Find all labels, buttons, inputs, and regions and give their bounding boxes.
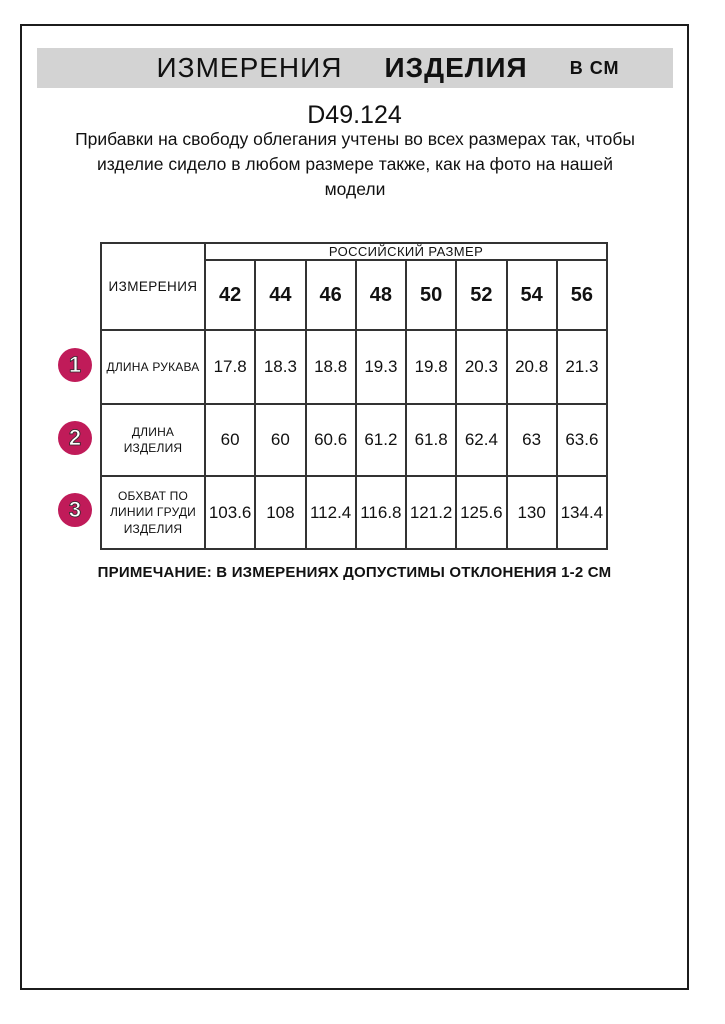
measurement-value: 116.8 (356, 476, 406, 549)
measurement-value: 130 (507, 476, 557, 549)
measurement-value: 20.8 (507, 330, 557, 404)
table-row-chest-girth (101, 476, 607, 549)
size-header: 52 (456, 260, 506, 330)
measurement-value: 121.2 (406, 476, 456, 549)
table-corner-header: ИЗМЕРЕНИЯ (101, 243, 205, 330)
size-header: 42 (205, 260, 255, 330)
model-code: D49.124 (307, 101, 402, 129)
measurement-value: 63 (507, 404, 557, 476)
row-number-badge-3: 3 (58, 493, 92, 527)
measurement-value: 125.6 (456, 476, 506, 549)
measurement-value: 134.4 (557, 476, 607, 549)
size-header: 44 (255, 260, 305, 330)
measurement-value: 63.6 (557, 404, 607, 476)
row-number-badge-1: 1 (58, 348, 92, 382)
measurement-value: 61.2 (356, 404, 406, 476)
table-row-sleeve-length (101, 330, 607, 404)
title-unit: В СМ (569, 57, 620, 78)
measurement-value: 60 (255, 404, 305, 476)
measurement-value: 18.3 (255, 330, 305, 404)
row-number-badge-2: 2 (58, 421, 92, 455)
measurement-value: 19.8 (406, 330, 456, 404)
measurement-value: 103.6 (205, 476, 255, 549)
title-measurements: ИЗМЕРЕНИЯ (156, 52, 343, 83)
row-label: ДЛИНА РУКАВА (101, 330, 205, 404)
measurement-value: 112.4 (306, 476, 356, 549)
title-product: ИЗДЕЛИЯ (384, 52, 528, 83)
measurement-value: 20.3 (456, 330, 506, 404)
measurements-table-area (68, 242, 606, 550)
size-header: 50 (406, 260, 456, 330)
measurement-value: 60.6 (306, 404, 356, 476)
size-header: 54 (507, 260, 557, 330)
table-size-group-header: РОССИЙСКИЙ РАЗМЕР (205, 243, 607, 260)
measurement-value: 21.3 (557, 330, 607, 404)
row-label: ОБХВАТ ПО ЛИНИИ ГРУДИ ИЗДЕЛИЯ (101, 476, 205, 549)
measurement-value: 17.8 (205, 330, 255, 404)
size-header: 48 (356, 260, 406, 330)
row-label: ДЛИНА ИЗДЕЛИЯ (101, 404, 205, 476)
tolerance-note: ПРИМЕЧАНИЕ: В ИЗМЕРЕНИЯХ ДОПУСТИМЫ ОТКЛОНЕНИЯ 1-2 СМ (97, 564, 612, 581)
measurement-value: 62.4 (456, 404, 506, 476)
fit-description: Прибавки на свободу облегания учтены во всех размерах так, чтобы изделие сидело в любом размере также, как на фото на нашей модели (75, 129, 635, 199)
size-header: 46 (306, 260, 356, 330)
title-bar (37, 48, 673, 88)
size-header: 56 (557, 260, 607, 330)
measurement-value: 19.3 (356, 330, 406, 404)
measurements-table (100, 242, 608, 550)
measurement-value: 61.8 (406, 404, 456, 476)
measurement-value: 108 (255, 476, 305, 549)
measurement-value: 18.8 (306, 330, 356, 404)
table-row-garment-length (101, 404, 607, 476)
measurement-value: 60 (205, 404, 255, 476)
